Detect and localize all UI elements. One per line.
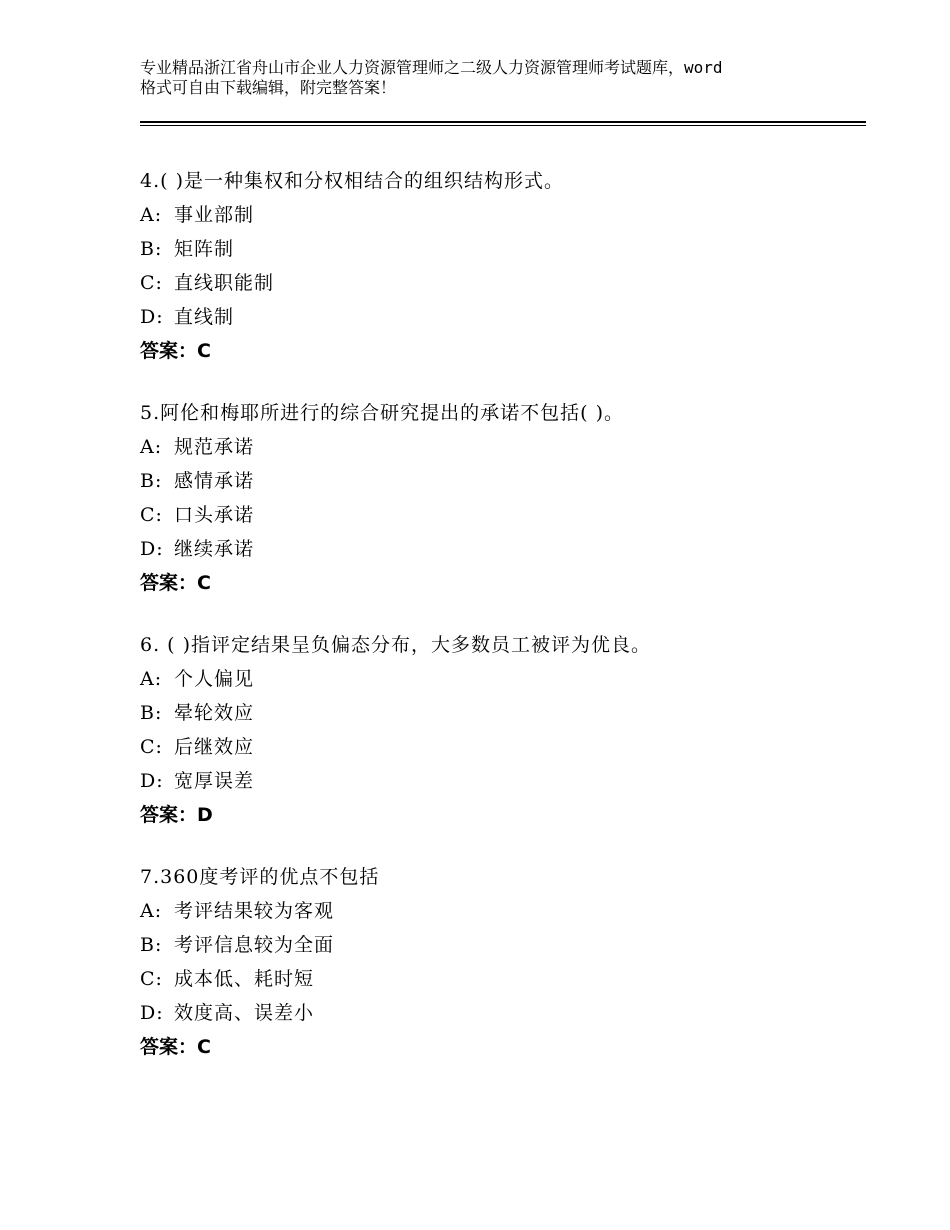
option-key: C: xyxy=(140,272,163,294)
option-text: 成本低、耗时短 xyxy=(174,968,315,990)
option-text: 考评信息较为全面 xyxy=(174,934,335,956)
option-key: D: xyxy=(140,1002,164,1024)
option-text: 矩阵制 xyxy=(174,238,235,260)
question-list xyxy=(140,164,870,1092)
option-a xyxy=(140,430,870,464)
option-d xyxy=(140,532,870,566)
option-key: A: xyxy=(140,436,163,458)
header-divider-thick xyxy=(140,121,866,123)
question-stem: 4.( )是一种集权和分权相结合的组织结构形式。 xyxy=(140,170,564,192)
option-key: B: xyxy=(140,934,163,956)
option-c xyxy=(140,962,870,996)
option-text: 直线职能制 xyxy=(174,272,275,294)
option-key: A: xyxy=(140,668,163,690)
option-text: 直线制 xyxy=(174,306,235,328)
option-b xyxy=(140,696,870,730)
option-text: 规范承诺 xyxy=(174,436,255,458)
option-key: D: xyxy=(140,538,164,560)
option-key: D: xyxy=(140,306,164,328)
option-text: 效度高、误差小 xyxy=(174,1002,315,1024)
option-a xyxy=(140,198,870,232)
option-key: A: xyxy=(140,204,163,226)
option-text: 后继效应 xyxy=(174,736,255,758)
option-text: 个人偏见 xyxy=(174,668,255,690)
option-key: B: xyxy=(140,238,163,260)
question-stem: 5.阿伦和梅耶所进行的综合研究提出的承诺不包括( )。 xyxy=(140,402,624,424)
option-key: B: xyxy=(140,702,163,724)
option-a xyxy=(140,894,870,928)
answer: 答案：D xyxy=(140,804,213,826)
answer: 答案：C xyxy=(140,1036,211,1058)
option-text: 考评结果较为客观 xyxy=(174,900,335,922)
header-title-line-2: 格式可自由下载编辑，附完整答案！ xyxy=(140,78,397,97)
option-b xyxy=(140,464,870,498)
option-text: 口头承诺 xyxy=(174,504,255,526)
option-c xyxy=(140,498,870,532)
option-b xyxy=(140,232,870,266)
header-title-line-1: 专业精品浙江省舟山市企业人力资源管理师之二级人力资源管理师考试题库，word xyxy=(140,58,723,77)
answer: 答案：C xyxy=(140,572,211,594)
option-text: 晕轮效应 xyxy=(174,702,255,724)
option-d xyxy=(140,764,870,798)
option-d xyxy=(140,300,870,334)
option-a xyxy=(140,662,870,696)
answer: 答案：C xyxy=(140,340,211,362)
option-key: C: xyxy=(140,736,163,758)
option-key: B: xyxy=(140,470,163,492)
question-stem: 6. ( )指评定结果呈负偏态分布，大多数员工被评为优良。 xyxy=(140,634,652,656)
question-stem: 7.360度考评的优点不包括 xyxy=(140,866,380,888)
option-key: A: xyxy=(140,900,163,922)
option-b xyxy=(140,928,870,962)
question-5 xyxy=(140,396,870,600)
option-key: D: xyxy=(140,770,164,792)
option-c xyxy=(140,266,870,300)
option-text: 事业部制 xyxy=(174,204,255,226)
option-c xyxy=(140,730,870,764)
option-text: 感情承诺 xyxy=(174,470,255,492)
question-7 xyxy=(140,860,870,1064)
option-text: 宽厚误差 xyxy=(174,770,255,792)
option-text: 继续承诺 xyxy=(174,538,255,560)
question-4 xyxy=(140,164,870,368)
question-6 xyxy=(140,628,870,832)
option-key: C: xyxy=(140,968,163,990)
option-key: C: xyxy=(140,504,163,526)
document-header xyxy=(140,58,860,98)
option-d xyxy=(140,996,870,1030)
header-divider-thin xyxy=(140,125,866,126)
